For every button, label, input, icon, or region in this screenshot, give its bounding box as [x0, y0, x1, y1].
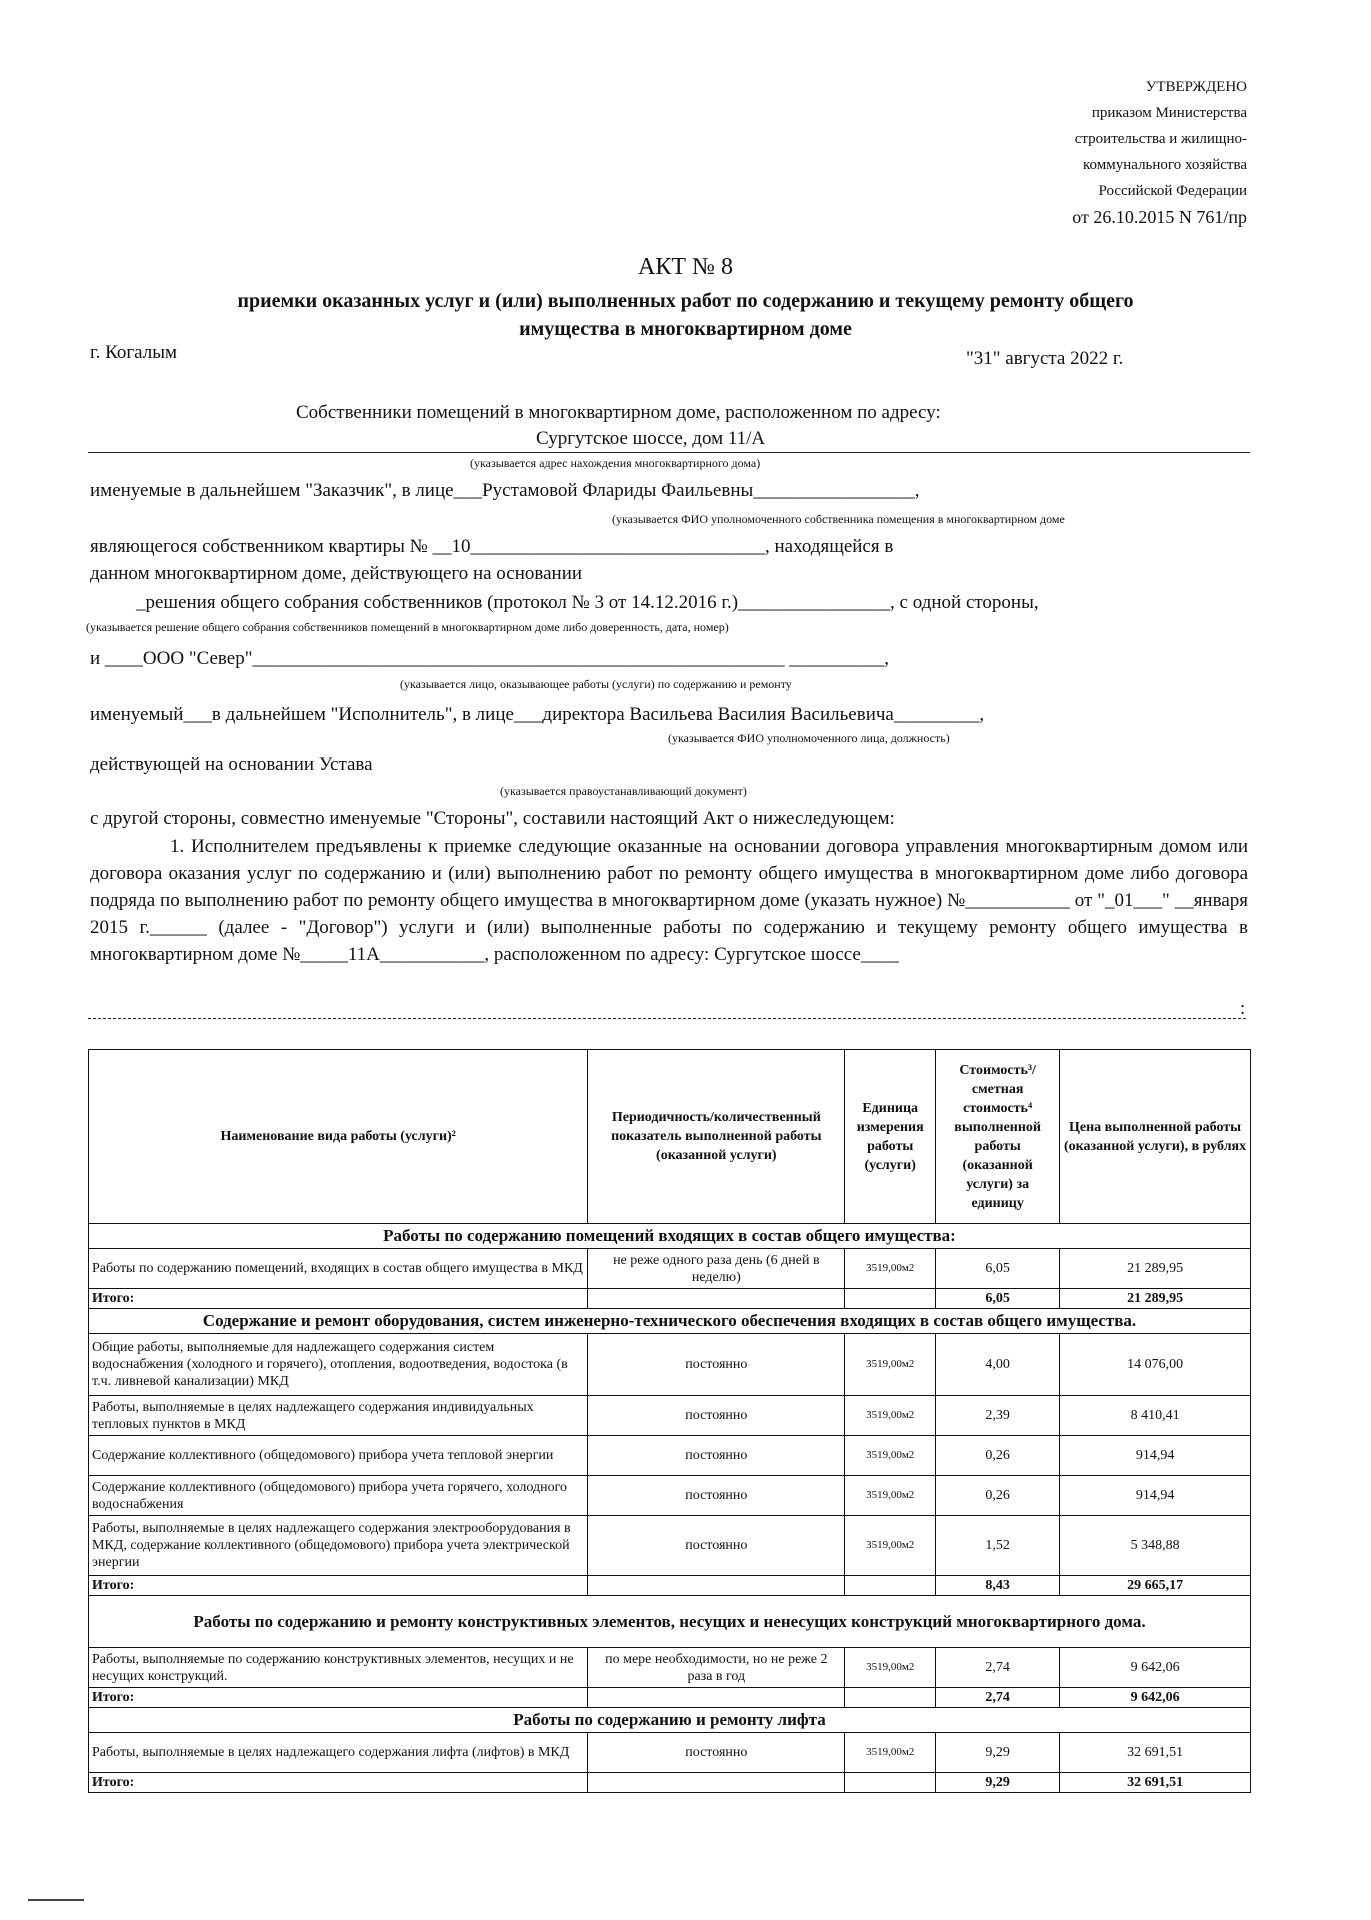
- total-unit-cost: 2,74: [936, 1688, 1060, 1708]
- approval-block: [1072, 74, 1247, 230]
- total-row: [89, 1773, 1251, 1793]
- work-unit-cost: 0,26: [936, 1476, 1060, 1516]
- work-periodicity: постоянно: [588, 1334, 845, 1396]
- work-price: 914,94: [1060, 1436, 1251, 1476]
- work-price: 8 410,41: [1060, 1396, 1251, 1436]
- work-unit: 3519,00м2: [845, 1733, 936, 1773]
- approval-line: приказом Министерства: [1091, 105, 1247, 121]
- approval-line: коммунального хозяйства: [1083, 157, 1247, 173]
- work-unit: 3519,00м2: [845, 1648, 936, 1688]
- empty-cell: [845, 1289, 936, 1309]
- decision-line: _решения общего собрания собственников (протокол № 3 от 14.12.2016 г.)________________, с одной стороны,: [136, 592, 1039, 613]
- header-price: Цена выполненной работы (оказанной услуги), в рублях: [1060, 1050, 1251, 1224]
- work-periodicity: постоянно: [588, 1396, 845, 1436]
- decision-hint: (указывается решение общего собрания собственников помещений в многоквартирном доме либо доверенность, дата, номер): [86, 620, 729, 634]
- work-price: 32 691,51: [1060, 1733, 1251, 1773]
- approval-line: от 26.10.2015 N 761/пр: [1072, 207, 1247, 227]
- section-row: [89, 1309, 1251, 1334]
- act-title-line2: имущества в многоквартирном доме: [519, 318, 852, 340]
- works-table: [88, 1049, 1251, 1793]
- total-unit-cost: 8,43: [936, 1576, 1060, 1596]
- total-unit-cost: 9,29: [936, 1773, 1060, 1793]
- basis-line: данном многоквартирном доме, действующего на основании: [90, 563, 583, 584]
- table-row: [89, 1334, 1251, 1396]
- total-label: Итого:: [89, 1289, 588, 1309]
- work-unit: 3519,00м2: [845, 1476, 936, 1516]
- section-row: [89, 1596, 1251, 1648]
- executor-hint: (указывается ФИО уполномоченного лица, должность): [668, 731, 950, 745]
- act-city: г. Когалым: [90, 342, 178, 363]
- charter-hint: (указывается правоустанавливающий документ): [500, 784, 747, 798]
- clause-1: 1. Исполнителем предъявлены к приемке следующие оказанные на основании договора управления многоквартирным домом или договора оказания услуг по содержанию и (или) выполнению работ по ремонту общего имущества в многоквартирном доме либо договора подряда по выполнению работ по ремонту общего имущества в многоквартирном доме (указать нужное) №___________ от "_01___" __января 2015 г.______ (далее - "Договор") услуги и (или) выполненные работы по содержанию и текущему ремонту общего имущества в многоквартирном доме №_____11А___________, расположенном по адресу: Сургутское шоссе____: [90, 836, 1248, 965]
- owners-intro: Собственники помещений в многоквартирном доме, расположенном по адресу:: [296, 402, 941, 423]
- page-edge-mark: [28, 1899, 84, 1901]
- table-row: [89, 1436, 1251, 1476]
- work-price: 9 642,06: [1060, 1648, 1251, 1688]
- header-periodicity: Периодичность/количественный показатель выполненной работы (оказанной услуги): [588, 1050, 845, 1224]
- work-unit-cost: 0,26: [936, 1436, 1060, 1476]
- work-name: Работы, выполняемые по содержанию конструктивных элементов, несущих и не несущих конструкций.: [89, 1648, 588, 1688]
- work-unit-cost: 9,29: [936, 1733, 1060, 1773]
- total-row: [89, 1688, 1251, 1708]
- table-row: [89, 1476, 1251, 1516]
- apartment-line: являющегося собственником квартиры № __10_______________________________, находящейся в: [90, 536, 894, 557]
- work-name: Работы по содержанию помещений, входящих в состав общего имущества в МКД: [89, 1249, 588, 1289]
- work-name: Содержание коллективного (общедомового) прибора учета тепловой энергии: [89, 1436, 588, 1476]
- work-unit: 3519,00м2: [845, 1516, 936, 1576]
- work-unit: 3519,00м2: [845, 1396, 936, 1436]
- empty-cell: [845, 1688, 936, 1708]
- work-periodicity: по мере необходимости, но не реже 2 раза в год: [588, 1648, 845, 1688]
- work-name: Работы, выполняемые в целях надлежащего содержания лифта (лифтов) в МКД: [89, 1733, 588, 1773]
- total-label: Итого:: [89, 1773, 588, 1793]
- work-periodicity: постоянно: [588, 1436, 845, 1476]
- approval-line: строительства и жилищно-: [1074, 131, 1247, 147]
- contractor-hint: (указывается лицо, оказывающее работы (услуги) по содержанию и ремонту: [400, 677, 792, 691]
- colon: :: [1240, 998, 1246, 1019]
- total-price: 29 665,17: [1060, 1576, 1251, 1596]
- work-unit: 3519,00м2: [845, 1334, 936, 1396]
- table-row: [89, 1516, 1251, 1576]
- house-address: Сургутское шоссе, дом 11/А: [536, 428, 766, 449]
- executor-line: именуемый___в дальнейшем "Исполнитель", в лице___директора Васильева Василия Васильевича_________,: [90, 704, 985, 725]
- charter-line: действующей на основании Устава: [90, 754, 373, 775]
- work-periodicity: не реже одного раза день (6 дней в неделю): [588, 1249, 845, 1289]
- section-row: [89, 1708, 1251, 1733]
- act-title-line1: приемки оказанных услуг и (или) выполненных работ по содержанию и текущему ремонту общего: [237, 290, 1134, 312]
- contractor-line: и ____ООО "Север"________________________________________________________ __________,: [90, 648, 889, 669]
- work-unit-cost: 2,39: [936, 1396, 1060, 1436]
- act-number: АКТ № 8: [638, 254, 733, 280]
- section-title: Работы по содержанию и ремонту конструктивных элементов, несущих и ненесущих конструкций многоквартирного дома.: [89, 1596, 1251, 1648]
- work-unit-cost: 1,52: [936, 1516, 1060, 1576]
- customer-line: именуемые в дальнейшем "Заказчик", в лице___Рустамовой Флариды Фаильевны_________________,: [90, 480, 920, 501]
- work-name: Содержание коллективного (общедомового) прибора учета горячего, холодного водоснабжения: [89, 1476, 588, 1516]
- table-row: [89, 1396, 1251, 1436]
- work-periodicity: постоянно: [588, 1733, 845, 1773]
- work-periodicity: постоянно: [588, 1476, 845, 1516]
- approval-line: УТВЕРЖДЕНО: [1145, 79, 1247, 95]
- work-name: Общие работы, выполняемые для надлежащего содержания систем водоснабжения (холодного и горячего), отопления, водоотведения, водостока (в т.ч. ливневой канализации) МКД: [89, 1334, 588, 1396]
- work-price: 14 076,00: [1060, 1334, 1251, 1396]
- total-row: [89, 1289, 1251, 1309]
- empty-cell: [588, 1289, 845, 1309]
- empty-cell: [845, 1576, 936, 1596]
- table-header-row: [89, 1050, 1251, 1224]
- total-row: [89, 1576, 1251, 1596]
- empty-cell: [588, 1688, 845, 1708]
- section-row: [89, 1224, 1251, 1249]
- address-continuation-line: [88, 1018, 1246, 1019]
- table-row: [89, 1733, 1251, 1773]
- table-row: [89, 1249, 1251, 1289]
- total-price: 32 691,51: [1060, 1773, 1251, 1793]
- parties-line: с другой стороны, совместно именуемые "Стороны", составили настоящий Акт о нижеследующем:: [90, 808, 895, 829]
- total-price: 9 642,06: [1060, 1688, 1251, 1708]
- empty-cell: [845, 1773, 936, 1793]
- work-unit-cost: 2,74: [936, 1648, 1060, 1688]
- work-periodicity: постоянно: [588, 1516, 845, 1576]
- work-unit-cost: 4,00: [936, 1334, 1060, 1396]
- work-price: 21 289,95: [1060, 1249, 1251, 1289]
- work-unit: 3519,00м2: [845, 1436, 936, 1476]
- work-name: Работы, выполняемые в целях надлежащего содержания электрооборудования в МКД, содержание коллективного (общедомового) прибора учета электрической энергии: [89, 1516, 588, 1576]
- total-price: 21 289,95: [1060, 1289, 1251, 1309]
- header-work-name: Наименование вида работы (услуги)²: [89, 1050, 588, 1224]
- empty-cell: [588, 1773, 845, 1793]
- header-unit-cost: Стоимость³/сметная стоимость⁴ выполненной работы (оказанной услуги) за единицу: [936, 1050, 1060, 1224]
- table-row: [89, 1648, 1251, 1688]
- work-price: 914,94: [1060, 1476, 1251, 1516]
- total-label: Итого:: [89, 1576, 588, 1596]
- work-name: Работы, выполняемые в целях надлежащего содержания индивидуальных тепловых пунктов в МКД: [89, 1396, 588, 1436]
- total-label: Итого:: [89, 1688, 588, 1708]
- customer-hint: (указывается ФИО уполномоченного собственника помещения в многоквартирном доме: [612, 512, 1065, 526]
- address-hint: (указывается адрес нахождения многоквартирного дома): [470, 456, 761, 470]
- work-unit: 3519,00м2: [845, 1249, 936, 1289]
- act-date: "31" августа 2022 г.: [966, 348, 1124, 369]
- approval-line: Российской Федерации: [1098, 183, 1247, 199]
- empty-cell: [588, 1576, 845, 1596]
- total-unit-cost: 6,05: [936, 1289, 1060, 1309]
- address-underline: [88, 452, 1250, 453]
- section-title: Работы по содержанию помещений входящих в состав общего имущества:: [89, 1224, 1251, 1249]
- header-unit: Единица измерения работы (услуги): [845, 1050, 936, 1224]
- work-price: 5 348,88: [1060, 1516, 1251, 1576]
- section-title: Содержание и ремонт оборудования, систем инженерно-технического обеспечения входящих в состав общего имущества.: [89, 1309, 1251, 1334]
- work-unit-cost: 6,05: [936, 1249, 1060, 1289]
- section-title: Работы по содержанию и ремонту лифта: [89, 1708, 1251, 1733]
